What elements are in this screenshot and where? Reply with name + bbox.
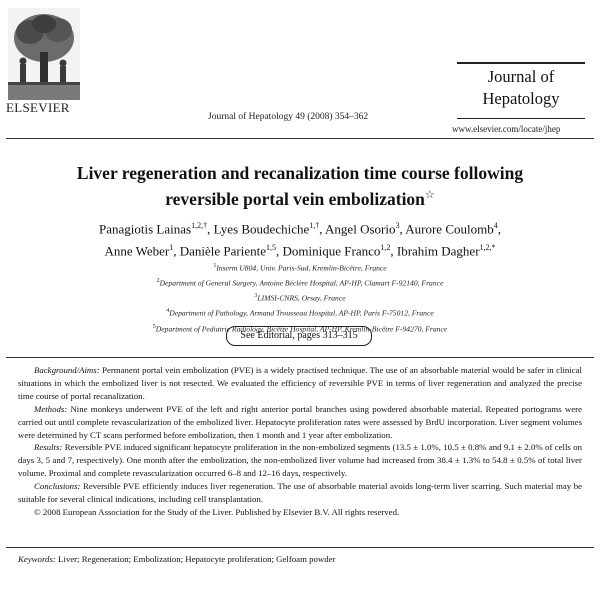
author-affiliation-marker: 1,2,* [479, 243, 496, 253]
affiliation-marker: 4 [166, 308, 170, 315]
journal-title-line2: Hepatology [482, 89, 560, 108]
author-separator: , [399, 221, 406, 237]
abstract-results-text: Reversible PVE induced significant hepatocyte proliferation in the non-embolized segments (13.5 ± 1.0%, 10.5 ± 0.8% and 9.1 ± 2.0% of cells on days 3, 5 and 7, respectively). One month after the embolization, the non-embolized liver volume had increased from 38.4 ± 1.3% to 54.8 ± 0.5% of total liver volume. Proximal and complete revascularization occurred 6–8 and 12–16 days, respectively. [18, 442, 582, 479]
author-name: Lyes Boudechiche [213, 221, 310, 237]
author-name: Ibrahim Dagher [396, 243, 480, 259]
keywords [18, 554, 336, 564]
abstract-top-divider [6, 357, 594, 358]
affiliation-marker: 5 [152, 323, 156, 330]
abstract-results [18, 441, 582, 480]
author-separator: , [173, 243, 180, 259]
abstract-background-heading: Background/Aims: [34, 365, 100, 375]
journal-url-link[interactable]: www.elsevier.com/locate/jhep [452, 124, 561, 134]
author-affiliation-marker: 1,2 [380, 243, 391, 253]
abstract-methods-text: Nine monkeys underwent PVE of the left and right anterior portal branches using powdered absorbable material. Repeated portograms were carried out until complete revascularization of the embolized liver. Hepatocyte proliferation rates were assessed by BrdU incorporation. Liver segment volumes were determined by CT scans performed before embolization, then 1 month and 1 year after embolization. [18, 403, 582, 440]
author-name: Dominique Franco [282, 243, 381, 259]
publisher-name: ELSEVIER [6, 100, 70, 115]
affiliation-text: Department of Pathology, Armand Trousseau Hospital, AP-HP, Paris F-75012, France [169, 308, 434, 318]
abstract-background-text: Permanent portal vein embolization (PVE) is a widely practised technique. The use of an absorbable material would be safer in clinical situations in which the embolized liver is not resected. We evaluated the efficiency of reversible PVE in terms of liver regeneration and analyzed the precise time course of portal recanalization. [18, 365, 582, 401]
author-separator: , [390, 243, 397, 259]
abstract [18, 364, 582, 519]
author-separator: , [276, 243, 283, 259]
journal-title-line1: Journal of [487, 67, 555, 86]
author-list [40, 216, 560, 261]
affiliation-text: Inserm U804, Univ. Paris-Sud, Kremlin-Bicêtre, France [216, 263, 387, 273]
abstract-conclusions [18, 480, 582, 506]
journal-citation: Journal of Hepatology 49 (2008) 354–362 [208, 112, 369, 122]
author-name: Panagiotis Lainas [99, 221, 192, 237]
affiliation-item [60, 305, 540, 320]
affiliation-marker: 3 [254, 293, 258, 300]
article-title-line1: Liver regeneration and recanalization time course following [76, 163, 524, 183]
affiliation-item [60, 275, 540, 290]
abstract-conclusions-text: Reversible PVE efficiently induces liver regeneration. The use of absorbable material avoids long-term liver scarring. Such material may be suitable for several clinical indications, including cell transplantation. [18, 481, 582, 505]
affiliation-text: Department of General Surgery, Antoine Béclère Hospital, AP-HP, Clamart F-92140, France [159, 278, 444, 288]
abstract-methods-heading: Methods: [34, 403, 68, 414]
author-affiliation-marker: 1,† [309, 221, 320, 230]
affiliation-item [60, 290, 540, 305]
affiliation-text: Department of Pediatric Radiology, Bicêtre Hospital, AP-HP, Kremlin-Bicêtre F-94270, France [155, 324, 448, 334]
author-name: Aurore Coulomb [405, 221, 494, 237]
abstract-results-heading: Results: [34, 442, 63, 453]
abstract-background [18, 364, 582, 403]
author-affiliation-marker: 1,2,† [191, 221, 208, 230]
affiliation-marker: 2 [156, 278, 160, 285]
author-affiliation-marker: 3 [395, 221, 400, 230]
article-title [40, 162, 560, 210]
author-separator: , [319, 221, 326, 237]
abstract-conclusions-heading: Conclusions: [34, 481, 81, 492]
author-name: Anne Weber [104, 243, 170, 259]
elsevier-tree-logo-icon [8, 8, 80, 100]
affiliation-list [60, 260, 540, 336]
editorial-link[interactable]: See Editorial, pages 313–315 [226, 326, 372, 346]
title-footnote-marker[interactable]: ☆ [424, 189, 435, 201]
keywords-text: Liver; Regeneration; Embolization; Hepatocyte proliferation; Gelfoam powder [55, 554, 336, 564]
copyright-notice: © 2008 European Association for the Study of the Liver. Published by Elsevier B.V. All rights reserved. [34, 506, 400, 517]
abstract-bottom-divider [6, 547, 594, 548]
author-name: Angel Osorio [325, 221, 396, 237]
author-separator: , [207, 221, 214, 237]
affiliation-item [60, 260, 540, 275]
header-divider [6, 138, 594, 139]
affiliation-text: LIMSI-CNRS, Orsay, France [257, 293, 346, 303]
article-title-line2: reversible portal vein embolization [165, 188, 425, 209]
author-affiliation-marker: 1 [169, 243, 174, 253]
abstract-methods [18, 403, 582, 442]
journal-masthead [457, 62, 585, 119]
author-name: Danièle Pariente [179, 243, 267, 259]
author-affiliation-marker: 4 [493, 221, 498, 230]
keywords-heading: Keywords: [18, 554, 56, 564]
author-affiliation-marker: 1,5 [266, 243, 277, 253]
affiliation-marker: 1 [213, 263, 217, 269]
author-separator: , [497, 221, 501, 237]
